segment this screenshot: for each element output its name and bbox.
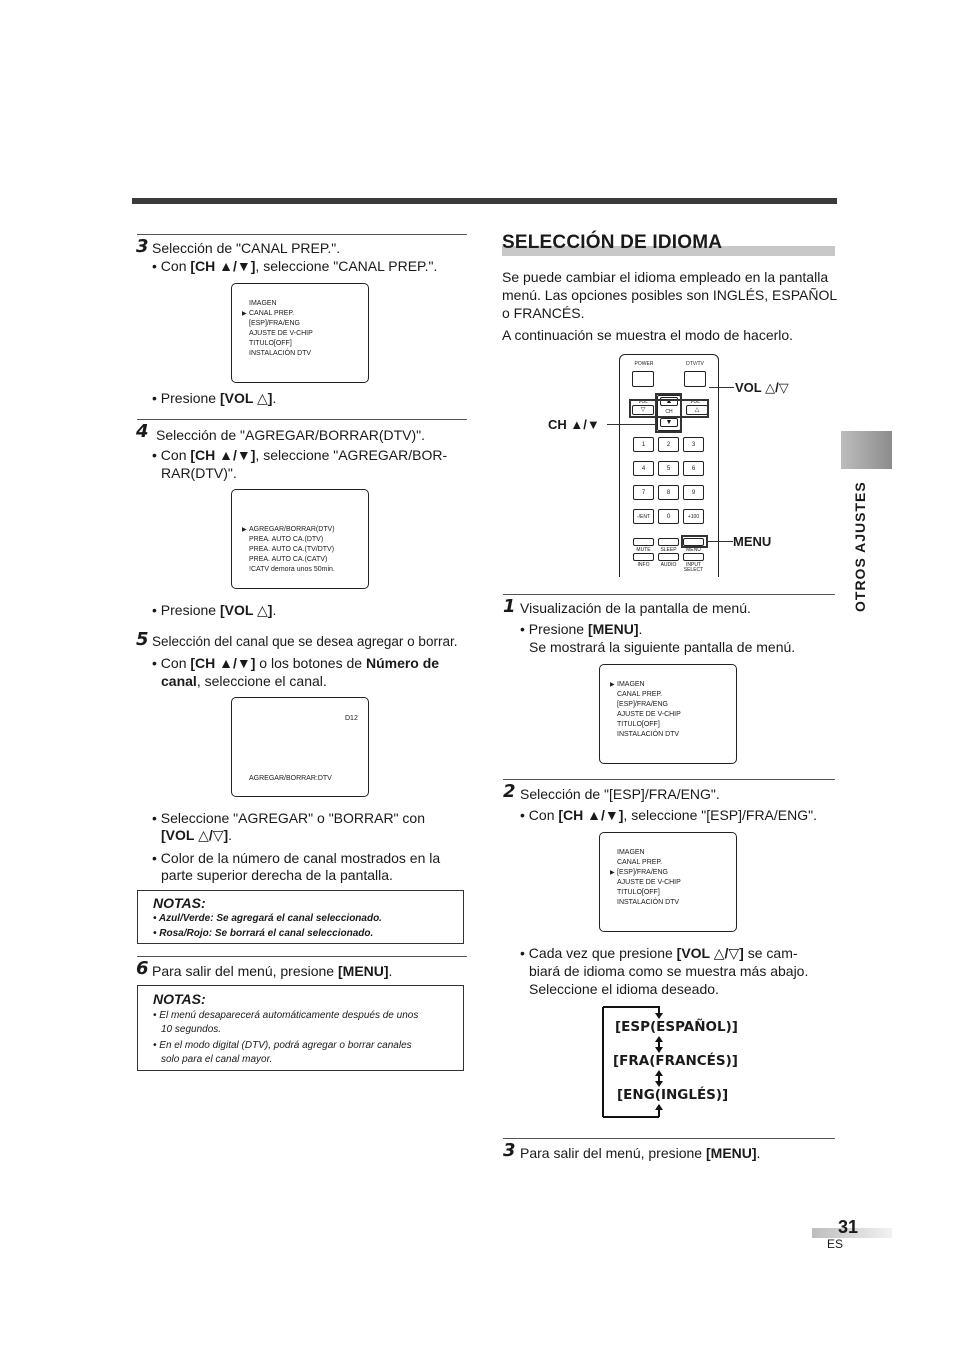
step-bullet-cont: RAR(DTV)". (161, 465, 237, 481)
key-100[interactable]: +100 (683, 509, 704, 524)
dtvtv-label: DTV/TV (686, 361, 704, 367)
step-bullet: • Con [CH ▲/▼] o los botones de Número de (152, 655, 440, 671)
key-2[interactable]: 2 (658, 437, 679, 452)
key-3[interactable]: 3 (683, 437, 704, 452)
info-button[interactable] (633, 553, 654, 561)
menu-item: TITULO[OFF] (249, 340, 292, 347)
press-instruction: • Presione [VOL △]. (152, 390, 277, 406)
key-8[interactable]: 8 (658, 485, 679, 500)
key-ent[interactable]: -/ENT (633, 509, 654, 524)
language-option-esp: [ESP(ESPAÑOL)] (615, 1019, 738, 1035)
key-7[interactable]: 7 (633, 485, 654, 500)
sleep-label: SLEEP (660, 547, 677, 553)
step-number: 6 (136, 958, 149, 979)
callout-line (607, 424, 655, 425)
ch-label: CH (665, 409, 673, 415)
side-tab-label: OTROS AJUSTES (852, 481, 868, 612)
step-title: Selección de "AGREGAR/BORRAR(DTV)". (156, 427, 426, 443)
callout-line (708, 541, 733, 542)
intro-line: Se puede cambiar el idioma empleado en la pantalla (502, 269, 829, 285)
channel-number: D12 (345, 715, 358, 722)
step-bullet: • Con [CH ▲/▼], seleccione "CANAL PREP.". (152, 258, 438, 274)
step-bullet-cont: Seleccione el idioma deseado. (529, 981, 719, 997)
notes-title: NOTAS: (153, 991, 206, 1007)
page-title: SELECCIÓN DE IDIOMA (502, 232, 723, 253)
menu-screen (599, 832, 737, 932)
vol-down-button[interactable]: ▽ (632, 405, 654, 415)
key-4[interactable]: 4 (633, 461, 654, 476)
menu-item: AJUSTE DE V-CHIP (249, 330, 313, 337)
key-6[interactable]: 6 (683, 461, 704, 476)
power-label: POWER (634, 361, 654, 367)
vol-label: VOL (637, 399, 648, 405)
step-number: 1 (503, 596, 516, 617)
ch-up-button[interactable]: ▲ (660, 397, 678, 406)
section-title (502, 232, 835, 258)
language-cycle-diagram (601, 1006, 746, 1119)
mute-button[interactable] (633, 538, 654, 546)
menu-item: PREA. AUTO CA.(CATV) (249, 556, 328, 563)
step-bullet-cont: parte superior derecha de la pantalla. (161, 867, 393, 883)
side-tab (841, 431, 892, 469)
ch-highlight (655, 393, 682, 433)
menu-item: IMAGEN (249, 300, 277, 307)
note-item: • El menú desaparecerá automáticamente después de unos (153, 1010, 419, 1021)
callout-ch: CH ▲/▼ (548, 417, 600, 432)
vol-up-button[interactable]: △ (686, 405, 708, 415)
notes-box (137, 985, 464, 1071)
divider (137, 419, 467, 420)
step-text: Para salir del menú, presione [MENU]. (152, 963, 393, 979)
step-bullet: • Seleccione "AGREGAR" o "BORRAR" con (152, 810, 425, 826)
intro-line: menú. Las opciones posibles son INGLÉS, ESPAÑOL (502, 287, 838, 303)
step-bullet-cont: canal, seleccione el canal. (161, 673, 327, 689)
key-5[interactable]: 5 (658, 461, 679, 476)
header-bar (132, 198, 837, 204)
menu-label: MENU (686, 547, 701, 553)
key-9[interactable]: 9 (683, 485, 704, 500)
info-label: INFO (637, 562, 650, 568)
step-number: 3 (136, 236, 149, 257)
add-delete-label: AGREGAR/BORRAR:DTV (249, 775, 332, 782)
mute-label: MUTE (636, 547, 651, 553)
note-item: • Azul/Verde: Se agregará el canal seleccionado. (153, 913, 382, 924)
menu-item-selected: ▶ [ESP]/FRA/ENG (617, 868, 681, 878)
menu-screen (231, 283, 369, 383)
step-bullet: • Color de la número de canal mostrados en la (152, 850, 441, 866)
menu-item: AJUSTE DE V-CHIP (617, 879, 681, 886)
menu-item: CANAL PREP. (617, 859, 663, 866)
language-option-fra: [FRA(FRANCÉS)] (613, 1053, 738, 1069)
menu-item: AJUSTE DE V-CHIP (617, 711, 681, 718)
page-language: ES (827, 1237, 844, 1251)
step-number: 4 (136, 421, 149, 442)
menu-item: INSTALACIÓN DTV (617, 899, 680, 906)
page-number: 31 (838, 1217, 859, 1237)
power-button[interactable] (632, 371, 654, 387)
step-title: Selección del canal que se desea agregar o borrar. (152, 634, 458, 649)
divider (137, 956, 467, 957)
menu-highlight (681, 535, 708, 548)
step-bullet: • Presione [MENU]. (520, 621, 643, 637)
menu-item: !CATV demora unos 50min. (249, 566, 335, 573)
step-title: Selección de "[ESP]/FRA/ENG". (520, 786, 720, 802)
step-number: 2 (503, 781, 516, 802)
step-title: Visualización de la pantalla de menú. (520, 600, 751, 616)
menu-item: IMAGEN (617, 849, 645, 856)
step-text: Para salir del menú, presione [MENU]. (520, 1145, 761, 1161)
channel-screen (231, 697, 369, 797)
key-0[interactable]: 0 (658, 509, 679, 524)
menu-item: CANAL PREP. (617, 691, 663, 698)
step-title: Selección de "CANAL PREP.". (152, 240, 341, 256)
menu-item: TITULO[OFF] (617, 721, 660, 728)
menu-item-selected: ▶ AGREGAR/BORRAR(DTV) (249, 525, 335, 535)
divider (503, 779, 835, 780)
step-bullet: • Cada vez que presione [VOL △/▽] se cam- (520, 945, 798, 961)
note-item: 10 segundos. (161, 1024, 222, 1035)
divider (503, 1138, 835, 1139)
note-item: • En el modo digital (DTV), podrá agregar o borrar canales (153, 1040, 412, 1051)
step-bullet: • Con [CH ▲/▼], seleccione "[ESP]/FRA/ENG". (520, 807, 817, 823)
note-item: • Rosa/Rojo: Se borrará el canal seleccionado. (153, 928, 374, 939)
dtvtv-button[interactable] (684, 371, 706, 387)
vol-label: VOL (689, 399, 700, 405)
language-option-eng: [ENG(INGLÉS)] (617, 1087, 729, 1103)
select-label: SELECT (683, 567, 704, 573)
callout-line (709, 387, 734, 388)
menu-screen (231, 489, 369, 589)
divider (137, 234, 467, 235)
step-number: 3 (503, 1140, 516, 1161)
intro-line: A continuación se muestra el modo de hacerlo. (502, 327, 794, 343)
input-select-button[interactable] (683, 553, 704, 561)
divider (503, 594, 835, 595)
step-bullet: • Con [CH ▲/▼], seleccione "AGREGAR/BOR- (152, 447, 448, 463)
step-number: 5 (136, 629, 149, 650)
menu-item: INSTALACIÓN DTV (617, 731, 680, 738)
audio-button[interactable] (658, 553, 679, 561)
menu-item: [ESP]/FRA/ENG (617, 701, 668, 708)
notes-box (137, 890, 464, 944)
notes-title: NOTAS: (153, 895, 206, 911)
audio-label: AUDIO (660, 562, 677, 568)
menu-item-selected: ▶ IMAGEN (617, 680, 681, 690)
menu-item-selected: ▶ CANAL PREP. (249, 309, 313, 319)
callout-menu: MENU (733, 534, 772, 549)
sleep-button[interactable] (658, 538, 679, 546)
menu-item: PREA. AUTO CA.(TV/DTV) (249, 546, 335, 553)
menu-item: [ESP]/FRA/ENG (249, 320, 300, 327)
step-bullet-cont: Se mostrará la siguiente pantalla de menú. (529, 639, 796, 655)
note-item: solo para el canal mayor. (161, 1054, 273, 1065)
step-bullet-cont: [VOL △/▽]. (161, 827, 233, 843)
intro-line: o FRANCÉS. (502, 305, 585, 321)
input-label: INPUT (686, 562, 701, 568)
menu-item: PREA. AUTO CA.(DTV) (249, 536, 324, 543)
key-1[interactable]: 1 (633, 437, 654, 452)
menu-item: INSTALACIÓN DTV (249, 350, 312, 357)
ch-down-button[interactable]: ▼ (660, 418, 678, 427)
step-bullet-cont: biará de idioma como se muestra más abajo. (529, 963, 809, 979)
press-instruction: • Presione [VOL △]. (152, 602, 277, 618)
menu-item: TITULO[OFF] (617, 889, 660, 896)
callout-vol: VOL △/▽ (735, 380, 789, 395)
menu-screen (599, 664, 737, 764)
